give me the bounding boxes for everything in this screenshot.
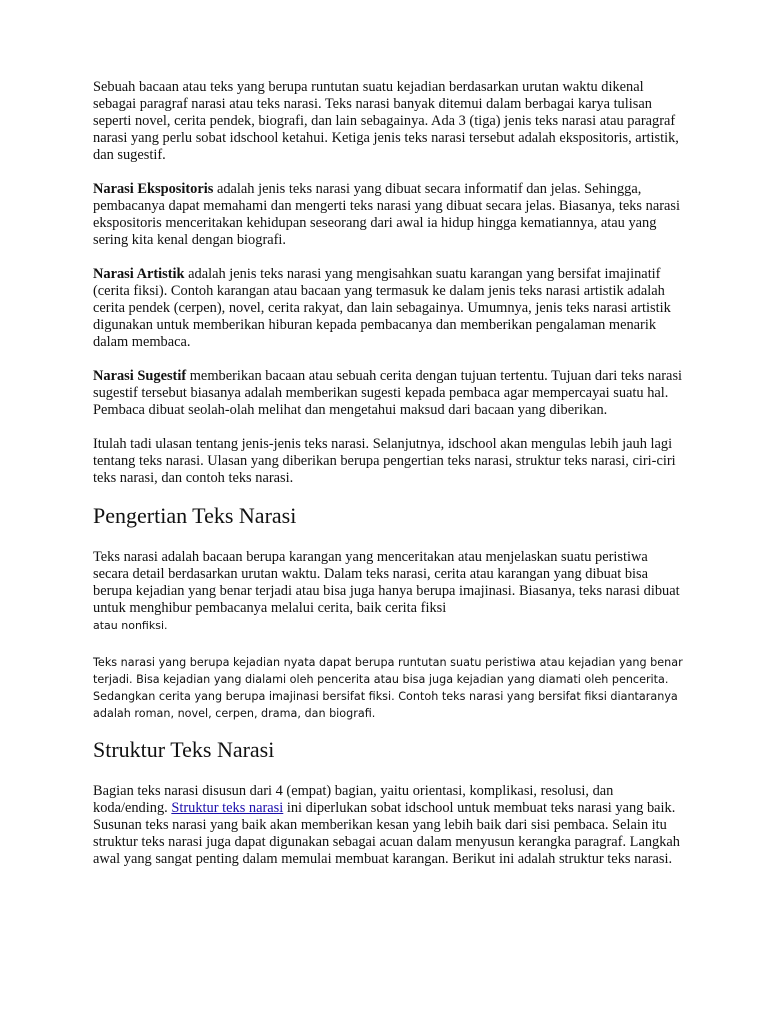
term-narasi-sugestif: Narasi Sugestif	[93, 368, 187, 384]
text-struktur-before: Bagian teks narasi disusun dari 4 (empat) bagian, yaitu orientasi, komplikasi, resolusi, dan koda/ending.	[93, 783, 614, 816]
text-narasi-artistik: adalah jenis teks narasi yang mengisahkan suatu karangan yang bersifat imajinatif (cerita fiksi). Contoh karangan atau bacaan yang termasuk ke dalam jenis teks narasi artistik adalah cerita pendek (cerpen), novel, cerita rakyat, dan lain sebagainya. Umumnya, jenis teks narasi artistik digunakan untuk memberikan hiburan kepada pembacanya dan memberikan pengalaman menarik dalam membaca.	[93, 266, 671, 350]
intro-paragraph: Sebuah bacaan atau teks yang berupa runtutan suatu kejadian berdasarkan urutan waktu dikenal sebagai paragraf narasi atau teks narasi. Teks narasi banyak ditemui dalam berbagai karya tulisan seperti novel, cerita pendek, biografi, dan lain sebagainya. Ada 3 (tiga) jenis teks narasi atau paragraf narasi yang perlu sobat idschool ketahui. Ketiga jenis teks narasi tersebut adalah ekspositoris, artistik, dan sugestif.	[93, 79, 679, 163]
text-pengertian-tail: atau nonfiksi.	[93, 619, 168, 632]
heading-pengertian: Pengertian Teks Narasi	[93, 503, 297, 528]
text-struktur-after: ini diperlukan sobat idschool untuk membuat teks narasi yang baik. Susunan teks narasi yang baik akan memberikan kesan yang lebih baik dari sisi pembaca. Selain itu struktur teks narasi juga dapat digunakan sebagai acuan dalam menyusun kerangka paragraf. Langkah awal yang sangat penting dalam memulai membuat karangan. Berikut ini adalah struktur teks narasi.	[93, 800, 680, 867]
paragraph-narasi-artistik	[93, 266, 683, 351]
text-pengertian: Teks narasi adalah bacaan berupa karangan yang menceritakan atau menjelaskan suatu peristiwa secara detail berdasarkan urutan waktu. Dalam teks narasi, cerita atau karangan yang dibuat bisa berupa kejadian yang benar terjadi atau bisa juga hanya berupa imajinasi. Biasanya, teks narasi dibuat untuk menghibur pembacanya melalui cerita, baik cerita fiksi	[93, 549, 680, 616]
text-narasi-ekspositoris: adalah jenis teks narasi yang dibuat secara informatif dan jelas. Sehingga, pembacanya dapat memahami dan mengerti teks narasi yang dibuat secara jelas. Biasanya, teks narasi ekspositoris menceritakan kehidupan seseorang dari awal ia hidup hingga kematiannya, atau yang sering kita kenal dengan biografi.	[93, 181, 680, 248]
document-page	[93, 79, 683, 868]
callout-paragraph: Teks narasi yang berupa kejadian nyata dapat berupa runtutan suatu peristiwa atau kejadian yang benar terjadi. Bisa kejadian yang dialami oleh pencerita atau bisa juga kejadian yang diamati oleh pencerita. Sedangkan cerita yang berupa imajinasi bersifat fiksi. Contoh teks narasi yang bersifat fiksi diantaranya adalah roman, novel, cerpen, drama, dan biografi.	[93, 656, 683, 720]
outro-paragraph: Itulah tadi ulasan tentang jenis-jenis teks narasi. Selanjutnya, idschool akan mengulas lebih jauh lagi tentang teks narasi. Ulasan yang diberikan berupa pengertian teks narasi, struktur teks narasi, ciri-ciri teks narasi, dan contoh teks narasi.	[93, 436, 676, 486]
paragraph-narasi-sugestif	[93, 368, 683, 419]
term-narasi-ekspositoris: Narasi Ekspositoris	[93, 181, 214, 197]
paragraph-narasi-ekspositoris	[93, 181, 683, 249]
paragraph-pengertian	[93, 549, 683, 634]
term-narasi-artistik: Narasi Artistik	[93, 266, 185, 282]
text-narasi-sugestif: memberikan bacaan atau sebuah cerita dengan tujuan tertentu. Tujuan dari teks narasi sugestif tersebut biasanya adalah memberikan sugesti kepada pembaca agar mempercayai suatu hal. Pembaca dibuat seolah-olah melihat dan mengetahui maksud dari bacaan yang diberikan.	[93, 368, 683, 418]
paragraph-struktur	[93, 783, 683, 868]
heading-struktur: Struktur Teks Narasi	[93, 737, 275, 762]
link-struktur-teks-narasi[interactable]: Struktur teks narasi	[171, 800, 284, 816]
